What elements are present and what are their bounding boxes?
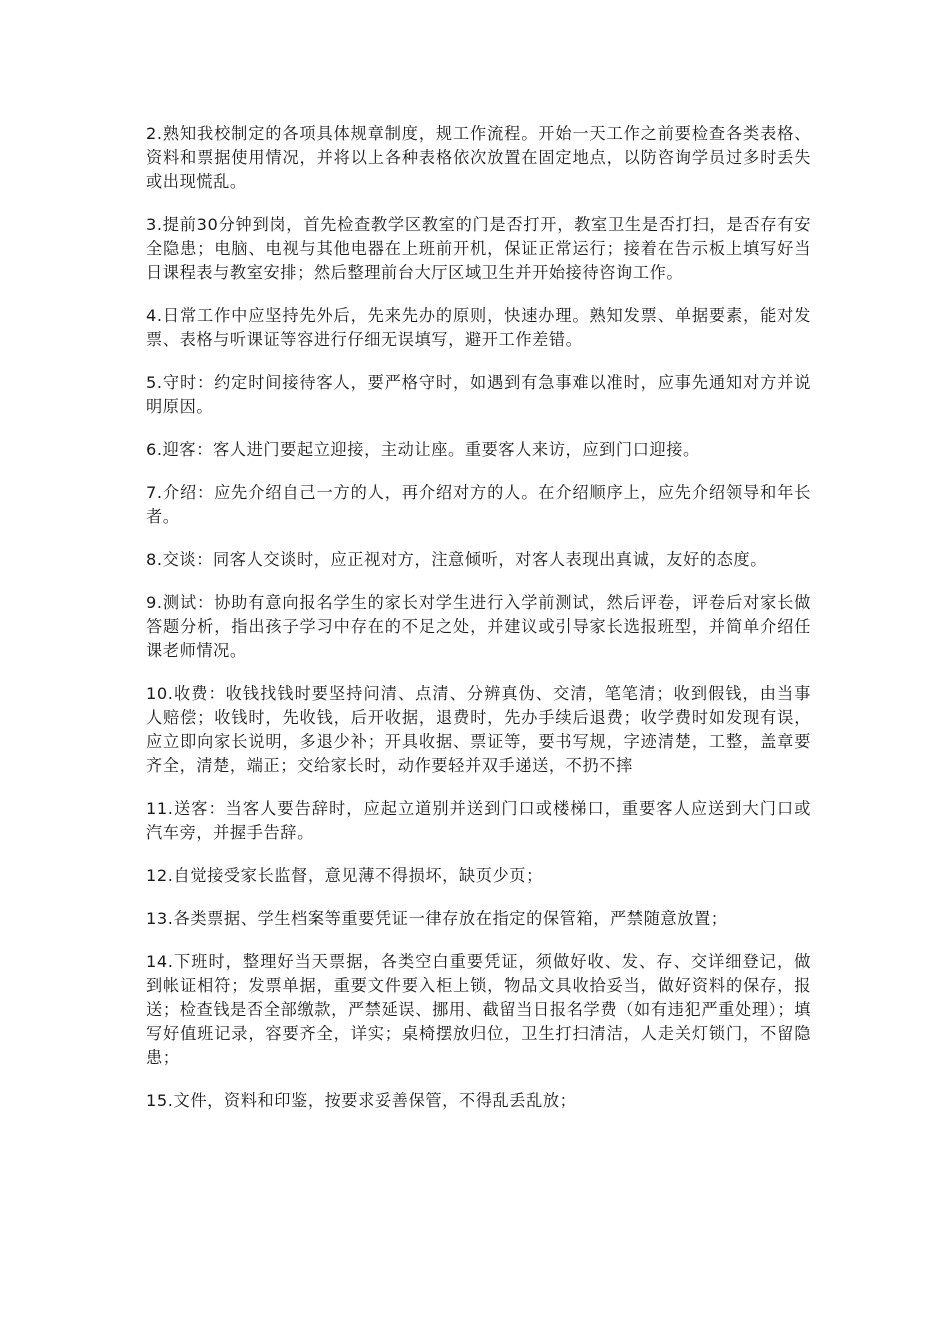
paragraph-item-9: 9.测试：协助有意向报名学生的家长对学生进行入学前测试，然后评卷，评卷后对家长做答题分析，指出孩子学习中存在的不足之处，并建议或引导家长选报班型，并简单介绍任课老师情况。 (146, 593, 811, 660)
paragraph-item-7: 7.介绍：应先介绍自己一方的人，再介绍对方的人。在介绍顺序上，应先介绍领导和年长者。 (146, 483, 811, 526)
paragraph-item-5: 5.守时：约定时间接待客人，要严格守时，如遇到有急事难以准时，应事先通知对方并说明原因。 (146, 373, 811, 416)
paragraph-item-2: 2.熟知我校制定的各项具体规章制度，规工作流程。开始一天工作之前要检查各类表格、资料和票据使用情况，并将以上各种表格依次放置在固定地点，以防咨询学员过多时丢失或出现慌乱。 (146, 124, 811, 191)
document-body (146, 122, 811, 1132)
paragraph-item-6: 6.迎客：客人进门要起立迎接，主动让座。重要客人来访，应到门口迎接。 (146, 440, 700, 459)
paragraph-item-10: 10.收费：收钱找钱时要坚持问清、点清、分辨真伪、交清，笔笔清；收到假钱，由当事人赔偿；收钱时，先收钱，后开收据，退费时，先办手续后退费；收学费时如发现有误，应立即向家长说明，多退少补；开具收据、票证等，要书写规，字迹清楚，工整，盖章要齐全，清楚，端正；交给家长时，动作要轻并双手递送，不扔不摔 (146, 684, 811, 775)
paragraph-item-15: 15.文件，资料和印鉴，按要求妥善保管，不得乱丢乱放； (146, 1091, 577, 1110)
paragraph-item-4: 4.日常工作中应坚持先外后，先来先办的原则，快速办理。熟知发票、单据要素，能对发票、表格与听课证等容进行仔细无误填写，避开工作差错。 (146, 306, 811, 349)
paragraph-item-12: 12.自觉接受家长监督，意见薄不得损坏，缺页少页； (146, 866, 543, 885)
paragraph-item-13: 13.各类票据、学生档案等重要凭证一律存放在指定的保管箱，严禁随意放置； (146, 909, 728, 928)
paragraph-item-11: 11.送客：当客人要告辞时，应起立道别并送到门口或楼梯口，重要客人应送到大门口或汽车旁，并握手告辞。 (146, 799, 811, 842)
paragraph-item-14: 14.下班时，整理好当天票据，各类空白重要凭证，须做好收、发、存、交详细登记，做到帐证相符；发票单据，重要文件要入柜上锁，物品文具收拾妥当，做好资料的保存，报送；检查钱是否全部缴款，严禁延误、挪用、截留当日报名学费（如有违犯严重处理）；填写好值班记录，容要齐全，详实；桌椅摆放归位，卫生打扫清洁，人走关灯锁门，不留隐患； (146, 952, 811, 1067)
paragraph-item-8: 8.交谈：同客人交谈时，应正视对方，注意倾听，对客人表现出真诚，友好的态度。 (146, 550, 767, 569)
paragraph-item-3: 3.提前30分钟到岗，首先检查教学区教室的门是否打开，教室卫生是否打扫，是否存有安全隐患；电脑、电视与其他电器在上班前开机，保证正常运行；接着在告示板上填写好当日课程表与教室安排；然后整理前台大厅区域卫生并开始接待咨询工作。 (146, 215, 811, 282)
